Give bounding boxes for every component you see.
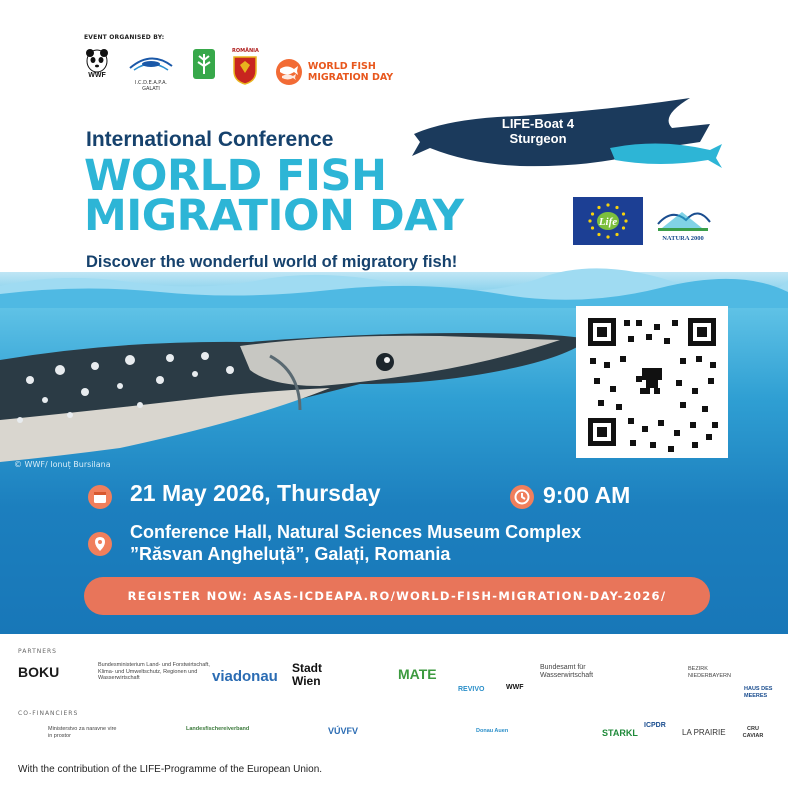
tree-icon xyxy=(192,48,216,82)
calendar-icon xyxy=(88,485,112,509)
wfmd-logo xyxy=(275,58,393,86)
wwf-logo xyxy=(84,48,110,78)
event-title-line1: WORLD FISH xyxy=(84,151,387,201)
svg-text:WWF: WWF xyxy=(88,72,106,78)
event-venue xyxy=(130,521,581,565)
cofin-icpdr: ICPDR xyxy=(644,722,666,729)
romania-crest-logo xyxy=(232,48,259,85)
wfmd-logo-line2: MIGRATION DAY xyxy=(307,72,394,83)
partner-ministry: Bundesministerium Land- und Forstwirtschaft, Klima- und Umweltschutz, Regionen und Wasserwirtschaft xyxy=(98,662,210,681)
conference-subtitle: International Conference xyxy=(86,128,334,151)
sturgeon-illustration xyxy=(0,300,590,470)
cofin-la-prairie: LA PRAIRIE xyxy=(682,728,726,737)
svg-text:Life: Life xyxy=(598,216,618,228)
event-time: 9:00 AM xyxy=(543,482,631,508)
project-line2: Sturgeon xyxy=(509,131,567,146)
organiser-logos xyxy=(84,48,393,92)
partners-label: PARTNERS xyxy=(18,648,57,655)
cofin-donau-auen: Donau Auen xyxy=(476,728,509,734)
event-title xyxy=(84,151,464,241)
partner-revivo: REVIVO xyxy=(458,686,485,693)
partner-baw: Bundesamt für Wasserwirtschaft xyxy=(540,664,594,679)
asas-emblem-icon xyxy=(126,48,176,78)
partner-wwf: WWF xyxy=(506,684,524,691)
cofin-starkl: STARKL xyxy=(602,728,638,738)
photo-credit: © WWF/ Ionuț Bursilana xyxy=(14,460,111,469)
eu-stars-icon xyxy=(573,197,643,245)
crest-icon xyxy=(232,55,258,85)
qr-code-icon xyxy=(576,306,728,458)
project-logo-text xyxy=(478,116,598,146)
cofinanciers-label: CO-FINANCIERS xyxy=(18,710,79,717)
event-title-line2: MIGRATION DAY xyxy=(84,191,464,241)
location-pin-icon xyxy=(88,532,112,556)
clock-icon xyxy=(510,485,534,509)
cofin-cru-caviar: CRU CAVIAR xyxy=(742,726,764,739)
partner-niederbayern: BEZIRK NIEDERBAYERN xyxy=(688,666,731,679)
qr-code[interactable] xyxy=(576,306,728,458)
register-button[interactable]: REGISTER NOW: ASAS-ICDEAPA.RO/WORLD-FISH-MIGRATION-DAY-2026/ xyxy=(84,577,710,615)
cofin-vuvfv: VÚVFV xyxy=(328,726,359,736)
museum-logo xyxy=(192,48,216,82)
event-date: 21 May 2026, Thursday xyxy=(130,480,381,506)
partner-stadt-wien: Stadt Wien xyxy=(292,661,322,688)
tagline: Discover the wonderful world of migratory fish! xyxy=(86,253,458,271)
partners-row xyxy=(18,660,778,700)
cofin-ministry-slovenia: Ministerstvo za naravne vire in prostor xyxy=(48,726,117,739)
eu-life-logo xyxy=(573,197,643,245)
organised-label: EVENT ORGANISED BY: xyxy=(84,34,165,41)
asas-logo xyxy=(126,48,176,92)
partner-boku: BOKU xyxy=(18,664,60,680)
footer-note: With the contribution of the LIFE-Programme of the European Union. xyxy=(18,764,323,775)
venue-line1: Conference Hall, Natural Sciences Museum Complex xyxy=(130,522,582,542)
venue-line2: ”Răsvan Angheluță”, Galați, Romania xyxy=(130,544,451,564)
partner-mate: MATE xyxy=(398,666,437,682)
partner-viadonau: viadonau xyxy=(212,668,278,685)
cofinanciers-row xyxy=(18,720,778,754)
romania-caption: ROMÂNIA xyxy=(232,48,259,54)
partner-haus-des-meeres: HAUS DES MEERES xyxy=(744,686,773,699)
project-line1: LIFE-Boat 4 xyxy=(501,116,575,131)
wfmd-logo-line1: WORLD FISH xyxy=(307,61,376,72)
natura-label: NATURA 2000 xyxy=(662,235,704,242)
dinosaur-icon xyxy=(636,368,662,394)
cofin-landesfischereiverband: Landesfischereiverband xyxy=(186,726,250,732)
panda-icon xyxy=(84,48,110,78)
asas-caption: I.C.D.E.A.P.A. GALATI xyxy=(134,80,167,92)
fish-circle-icon xyxy=(275,58,303,86)
